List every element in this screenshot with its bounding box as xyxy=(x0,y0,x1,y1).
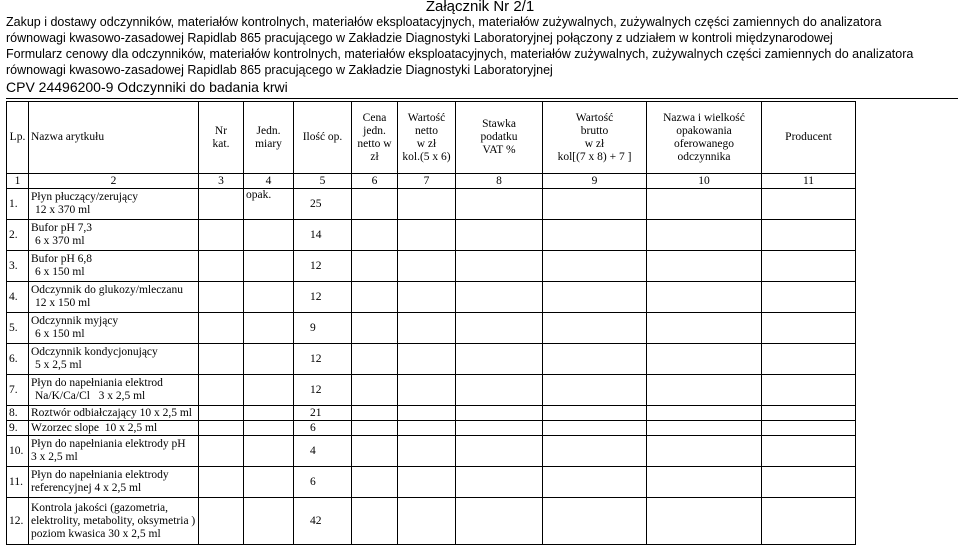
row-name-line: Bufor pH 6,8 xyxy=(31,253,93,265)
row-cena[interactable] xyxy=(352,282,398,313)
intro-line: równowagi kwasowo-zasadowej Rapidlab 865 pracującego w Zakładzie Diagnostyki Laboratoryjnej xyxy=(6,63,553,77)
row-name-line: Na/K/Ca/Cl 3 x 2,5 ml xyxy=(35,390,146,402)
row-ilosc: 14 xyxy=(294,220,352,251)
row-name xyxy=(29,251,199,282)
row-stawka[interactable] xyxy=(456,436,543,467)
row-wartosc-netto[interactable] xyxy=(398,282,456,313)
row-nr[interactable] xyxy=(199,189,244,220)
row-wartosc-netto[interactable] xyxy=(398,251,456,282)
row-cena[interactable] xyxy=(352,406,398,421)
price-table xyxy=(6,101,856,545)
row-wartosc-netto[interactable] xyxy=(398,498,456,545)
row-name-line: poziom kwasica 30 x 2,5 ml xyxy=(31,527,161,540)
row-cena[interactable] xyxy=(352,344,398,375)
row-producent[interactable] xyxy=(762,251,856,282)
row-wartosc-brutto[interactable] xyxy=(543,436,647,467)
table-row xyxy=(7,436,856,467)
row-lp: 2. xyxy=(7,220,29,251)
row-stawka[interactable] xyxy=(456,189,543,220)
col-header-wartosc-netto: Wartość netto w zł kol.(5 x 6) xyxy=(398,102,456,174)
row-lp: 3. xyxy=(7,251,29,282)
row-opakowanie[interactable] xyxy=(647,189,762,220)
intro-line: Formularz cenowy dla odczynników, materiałów kontrolnych, materiałów eksploatacyjnych, materiałów zużywalnych, zużywalnych części zamiennych do analizatora xyxy=(6,47,914,61)
intro-line: równowagi kwasowo-zasadowej Rapidlab 865 pracującego w Zakładzie Diagnostyki Laboratoryjnej połączony z udziałem w kontroli międzynarodowej xyxy=(6,31,833,45)
row-producent[interactable] xyxy=(762,467,856,498)
row-wartosc-netto[interactable] xyxy=(398,406,456,421)
table-row xyxy=(7,189,856,220)
divider xyxy=(6,98,958,99)
row-jedn[interactable] xyxy=(244,375,294,406)
row-stawka[interactable] xyxy=(456,313,543,344)
row-ilosc: 42 xyxy=(294,498,352,545)
col-header-wartosc-brutto: Wartość brutto w zł kol[(7 x 8) + 7 ] xyxy=(543,102,647,174)
row-cena[interactable] xyxy=(352,436,398,467)
row-name xyxy=(29,498,199,545)
table-row xyxy=(7,251,856,282)
row-wartosc-netto[interactable] xyxy=(398,467,456,498)
intro-text xyxy=(6,14,958,96)
row-opakowanie[interactable] xyxy=(647,344,762,375)
table-row xyxy=(7,282,856,313)
row-nr[interactable] xyxy=(199,344,244,375)
row-opakowanie[interactable] xyxy=(647,436,762,467)
row-lp: 12. xyxy=(7,498,29,545)
row-cena[interactable] xyxy=(352,498,398,545)
row-wartosc-netto[interactable] xyxy=(398,421,456,436)
col-number: 5 xyxy=(294,174,352,189)
row-jedn[interactable] xyxy=(244,436,294,467)
row-name: Wzorzec slope 10 x 2,5 ml xyxy=(29,421,199,436)
row-ilosc: 6 xyxy=(294,467,352,498)
row-name-line: Odczynnik myjący xyxy=(31,315,119,327)
row-jedn[interactable] xyxy=(244,282,294,313)
row-wartosc-brutto[interactable] xyxy=(543,313,647,344)
row-wartosc-brutto[interactable] xyxy=(543,375,647,406)
row-name-line: Bufor pH 7,3 xyxy=(31,222,93,234)
col-number: 8 xyxy=(456,174,543,189)
row-name xyxy=(29,220,199,251)
col-header-stawka: Stawka podatku VAT % xyxy=(456,102,543,174)
table-row xyxy=(7,375,856,406)
col-number: 9 xyxy=(543,174,647,189)
row-jedn[interactable] xyxy=(244,406,294,421)
row-jedn[interactable] xyxy=(244,344,294,375)
table-row xyxy=(7,344,856,375)
row-stawka[interactable] xyxy=(456,375,543,406)
cpv-code: CPV 24496200-9 Odczynniki do badania krwi xyxy=(6,79,288,95)
row-name-line: 6 x 150 ml xyxy=(35,328,85,340)
row-name xyxy=(29,344,199,375)
row-producent[interactable] xyxy=(762,220,856,251)
col-header-producent: Producent xyxy=(762,102,856,174)
table-row xyxy=(7,313,856,344)
row-name xyxy=(29,436,199,467)
row-lp: 6. xyxy=(7,344,29,375)
row-jedn[interactable] xyxy=(244,313,294,344)
row-lp: 5. xyxy=(7,313,29,344)
row-lp: 7. xyxy=(7,375,29,406)
intro-line: Zakup i dostawy odczynników, materiałów kontrolnych, materiałów eksploatacyjnych, materiałów zużywalnych, zużywalnych części zamiennych do analizatora xyxy=(6,15,882,29)
row-nr[interactable] xyxy=(199,498,244,545)
row-wartosc-brutto[interactable] xyxy=(543,189,647,220)
row-ilosc: 12 xyxy=(294,375,352,406)
table-row xyxy=(7,421,856,436)
row-stawka[interactable] xyxy=(456,220,543,251)
row-stawka[interactable] xyxy=(456,406,543,421)
row-opakowanie[interactable] xyxy=(647,421,762,436)
row-wartosc-netto[interactable] xyxy=(398,220,456,251)
row-wartosc-brutto[interactable] xyxy=(543,498,647,545)
row-producent[interactable] xyxy=(762,313,856,344)
row-jedn[interactable] xyxy=(244,251,294,282)
row-producent[interactable] xyxy=(762,375,856,406)
row-stawka[interactable] xyxy=(456,467,543,498)
col-header-opakowanie: Nazwa i wielkość opakowania oferowanego odczynnika xyxy=(647,102,762,174)
row-nr[interactable] xyxy=(199,282,244,313)
row-name-line: 5 x 2,5 ml xyxy=(35,359,82,371)
row-lp: 1. xyxy=(7,189,29,220)
row-nr[interactable] xyxy=(199,406,244,421)
row-name-line: Płyn do napełniania elektrody pH xyxy=(31,438,186,450)
row-lp: 10. xyxy=(7,436,29,467)
row-lp: 9. xyxy=(7,421,29,436)
row-cena[interactable] xyxy=(352,421,398,436)
row-jedn[interactable] xyxy=(244,421,294,436)
row-nr[interactable] xyxy=(199,251,244,282)
row-ilosc: 12 xyxy=(294,282,352,313)
row-name xyxy=(29,189,199,220)
row-name-line: Odczynnik kondycjonujący xyxy=(31,346,158,358)
row-cena[interactable] xyxy=(352,313,398,344)
col-number: 1 xyxy=(7,174,29,189)
row-cena[interactable] xyxy=(352,220,398,251)
table-row xyxy=(7,406,856,421)
row-name-line: Kontrola jakości (gazometria, xyxy=(31,501,168,514)
row-producent[interactable] xyxy=(762,498,856,545)
table-row xyxy=(7,498,856,545)
row-wartosc-brutto[interactable] xyxy=(543,251,647,282)
row-name-line: 6 x 370 ml xyxy=(35,235,85,247)
row-name-line: 6 x 150 ml xyxy=(35,266,85,278)
col-number: 2 xyxy=(29,174,199,189)
row-producent[interactable] xyxy=(762,436,856,467)
row-nr[interactable] xyxy=(199,467,244,498)
col-number: 11 xyxy=(762,174,856,189)
row-name-line: Odczynnik do glukozy/mleczanu xyxy=(31,284,184,296)
table-row xyxy=(7,467,856,498)
col-header-lp: Lp. xyxy=(7,102,29,174)
col-number: 10 xyxy=(647,174,762,189)
row-nr[interactable] xyxy=(199,375,244,406)
table-row xyxy=(7,220,856,251)
row-opakowanie[interactable] xyxy=(647,406,762,421)
row-cena[interactable] xyxy=(352,467,398,498)
row-ilosc: 21 xyxy=(294,406,352,421)
row-lp: 4. xyxy=(7,282,29,313)
row-producent[interactable] xyxy=(762,421,856,436)
row-lp: 8. xyxy=(7,406,29,421)
row-name-line: Płyn do napełniania elektrody xyxy=(31,469,169,481)
col-number: 6 xyxy=(352,174,398,189)
row-stawka[interactable] xyxy=(456,498,543,545)
row-stawka[interactable] xyxy=(456,421,543,436)
row-wartosc-brutto[interactable] xyxy=(543,220,647,251)
row-stawka[interactable] xyxy=(456,282,543,313)
annex-title: Załącznik Nr 2/1 xyxy=(425,0,535,15)
row-cena[interactable] xyxy=(352,375,398,406)
row-ilosc: 12 xyxy=(294,251,352,282)
row-cena[interactable] xyxy=(352,251,398,282)
col-header-nr: Nr kat. xyxy=(199,102,244,174)
row-nr[interactable] xyxy=(199,436,244,467)
col-number: 4 xyxy=(244,174,294,189)
col-header-name: Nazwa arytkułu xyxy=(29,102,199,174)
row-name-line: elektrolity, metabolity, oksymetria ) xyxy=(31,514,196,527)
row-wartosc-netto[interactable] xyxy=(398,344,456,375)
row-name xyxy=(29,375,199,406)
col-header-ilosc: Ilość op. xyxy=(294,102,352,174)
row-producent[interactable] xyxy=(762,406,856,421)
row-wartosc-brutto[interactable] xyxy=(543,421,647,436)
col-header-jedn: Jedn. miary xyxy=(244,102,294,174)
row-name: Roztwór odbiałczający 10 x 2,5 ml xyxy=(29,406,199,421)
row-opakowanie[interactable] xyxy=(647,375,762,406)
row-cena[interactable] xyxy=(352,189,398,220)
row-wartosc-netto[interactable] xyxy=(398,189,456,220)
row-name xyxy=(29,313,199,344)
row-opakowanie[interactable] xyxy=(647,282,762,313)
row-opakowanie[interactable] xyxy=(647,467,762,498)
row-opakowanie[interactable] xyxy=(647,313,762,344)
col-header-cena: Cena jedn. netto w zł xyxy=(352,102,398,174)
row-wartosc-netto[interactable] xyxy=(398,313,456,344)
row-wartosc-brutto[interactable] xyxy=(543,282,647,313)
row-ilosc: 12 xyxy=(294,344,352,375)
row-jedn[interactable] xyxy=(244,220,294,251)
row-jedn[interactable] xyxy=(244,467,294,498)
row-name xyxy=(29,467,199,498)
row-wartosc-brutto[interactable] xyxy=(543,344,647,375)
row-opakowanie[interactable] xyxy=(647,498,762,545)
row-name-line: 12 x 370 ml xyxy=(35,204,91,216)
col-number: 3 xyxy=(199,174,244,189)
row-wartosc-netto[interactable] xyxy=(398,436,456,467)
row-nr[interactable] xyxy=(199,313,244,344)
row-producent[interactable] xyxy=(762,344,856,375)
row-ilosc: 9 xyxy=(294,313,352,344)
col-number: 7 xyxy=(398,174,456,189)
row-jedn: opak. xyxy=(244,189,294,220)
row-name-line: Płyn do napełniania elektrod xyxy=(31,377,163,389)
row-producent[interactable] xyxy=(762,282,856,313)
row-name-line: referencyjnej 4 x 2,5 ml xyxy=(31,482,142,494)
table-body xyxy=(7,189,856,545)
row-name xyxy=(29,282,199,313)
row-opakowanie[interactable] xyxy=(647,220,762,251)
row-producent[interactable] xyxy=(762,189,856,220)
row-nr[interactable] xyxy=(199,220,244,251)
row-wartosc-netto[interactable] xyxy=(398,375,456,406)
row-ilosc: 25 xyxy=(294,189,352,220)
row-stawka[interactable] xyxy=(456,344,543,375)
row-opakowanie[interactable] xyxy=(647,251,762,282)
row-jedn[interactable] xyxy=(244,498,294,545)
row-name-line: 12 x 150 ml xyxy=(35,297,91,309)
row-ilosc: 6 xyxy=(294,421,352,436)
row-ilosc: 4 xyxy=(294,436,352,467)
row-lp: 11. xyxy=(7,467,29,498)
row-name-line: 3 x 2,5 ml xyxy=(31,451,78,463)
row-name-line: Płyn płuczący/zerujący xyxy=(31,191,138,203)
row-stawka[interactable] xyxy=(456,251,543,282)
row-nr[interactable] xyxy=(199,421,244,436)
row-wartosc-brutto[interactable] xyxy=(543,406,647,421)
row-wartosc-brutto[interactable] xyxy=(543,467,647,498)
